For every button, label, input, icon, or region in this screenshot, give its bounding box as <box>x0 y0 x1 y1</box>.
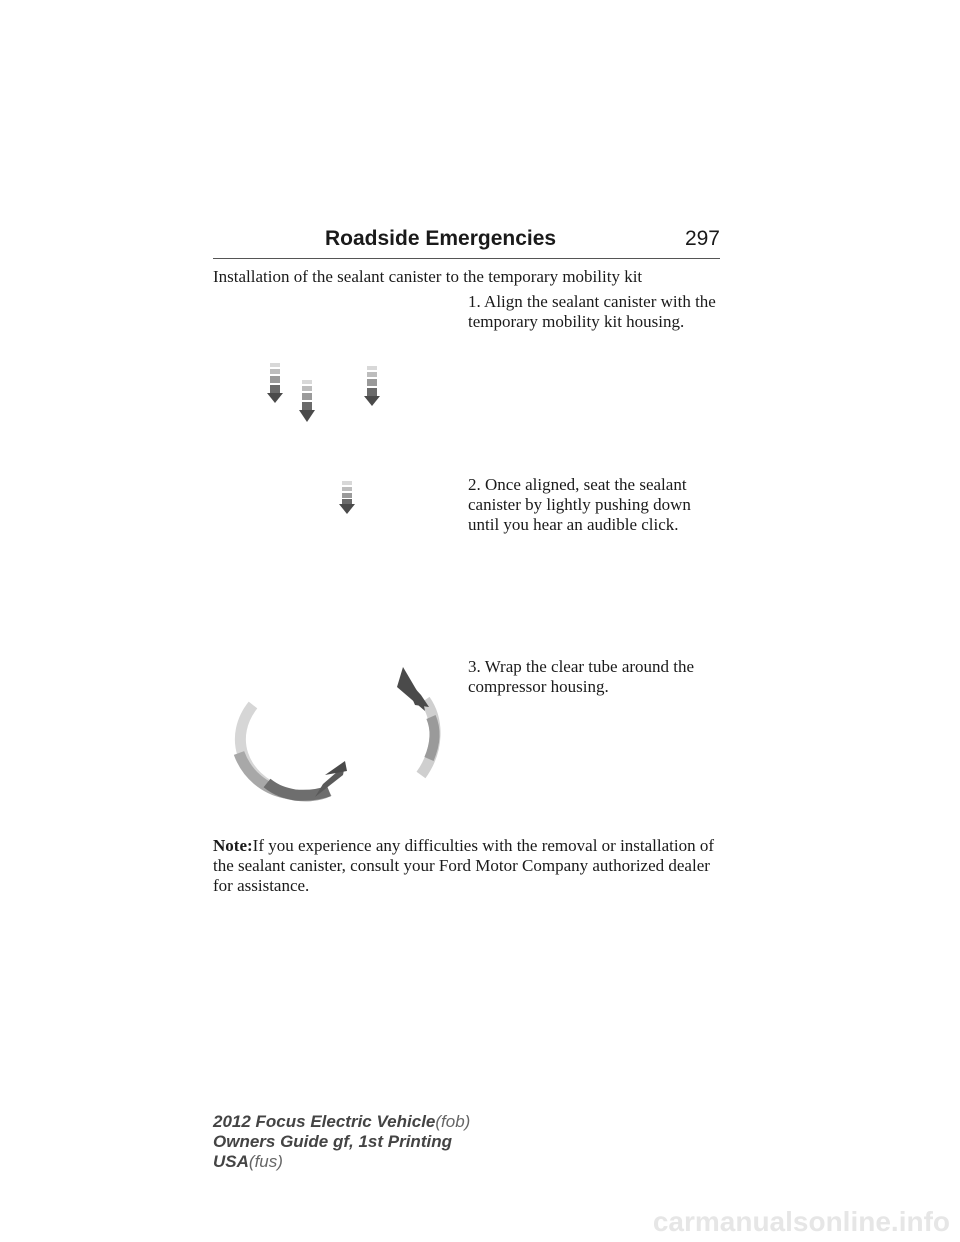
figure-seat-arrow <box>335 478 365 518</box>
page-number: 297 <box>684 227 720 250</box>
note-paragraph <box>213 836 723 896</box>
down-arrow-icon <box>267 363 283 403</box>
section-heading: Installation of the sealant canister to the temporary mobility kit <box>213 267 643 286</box>
footer-vehicle-code: (fob) <box>435 1112 471 1131</box>
down-arrow-icon <box>299 380 315 422</box>
down-arrow-icon <box>364 366 380 406</box>
note-text: If you experience any difficulties with the removal or installation of the sealant canister, consult your Ford Motor Company authorized dealer for assistance. <box>213 836 715 895</box>
curved-arrow-icon <box>239 705 347 797</box>
footer-market: USA <box>213 1152 249 1171</box>
footer-market-code: (fus) <box>248 1152 283 1171</box>
down-arrow-icon <box>339 481 355 514</box>
page-header-title: Roadside Emergencies <box>325 227 557 250</box>
figure-wrap-arrows <box>225 665 450 805</box>
step-2-text: 2. Once aligned, seat the sealant canister by lightly pushing down until you hear an audible click. <box>468 475 691 534</box>
step-1-text: 1. Align the sealant canister with the temporary mobility kit housing. <box>468 292 716 331</box>
step-3-text: 3. Wrap the clear tube around the compressor housing. <box>468 657 695 696</box>
document-footer <box>213 1112 470 1172</box>
watermark: carmanualsonline.info <box>652 1206 950 1237</box>
footer-guide: Owners Guide gf, 1st Printing <box>213 1132 452 1151</box>
footer-vehicle: 2012 Focus Electric Vehicle <box>213 1112 436 1131</box>
curved-arrow-icon <box>397 667 435 775</box>
note-label: Note: <box>213 836 253 855</box>
figure-align-arrows <box>255 355 395 435</box>
header-divider <box>213 258 720 259</box>
